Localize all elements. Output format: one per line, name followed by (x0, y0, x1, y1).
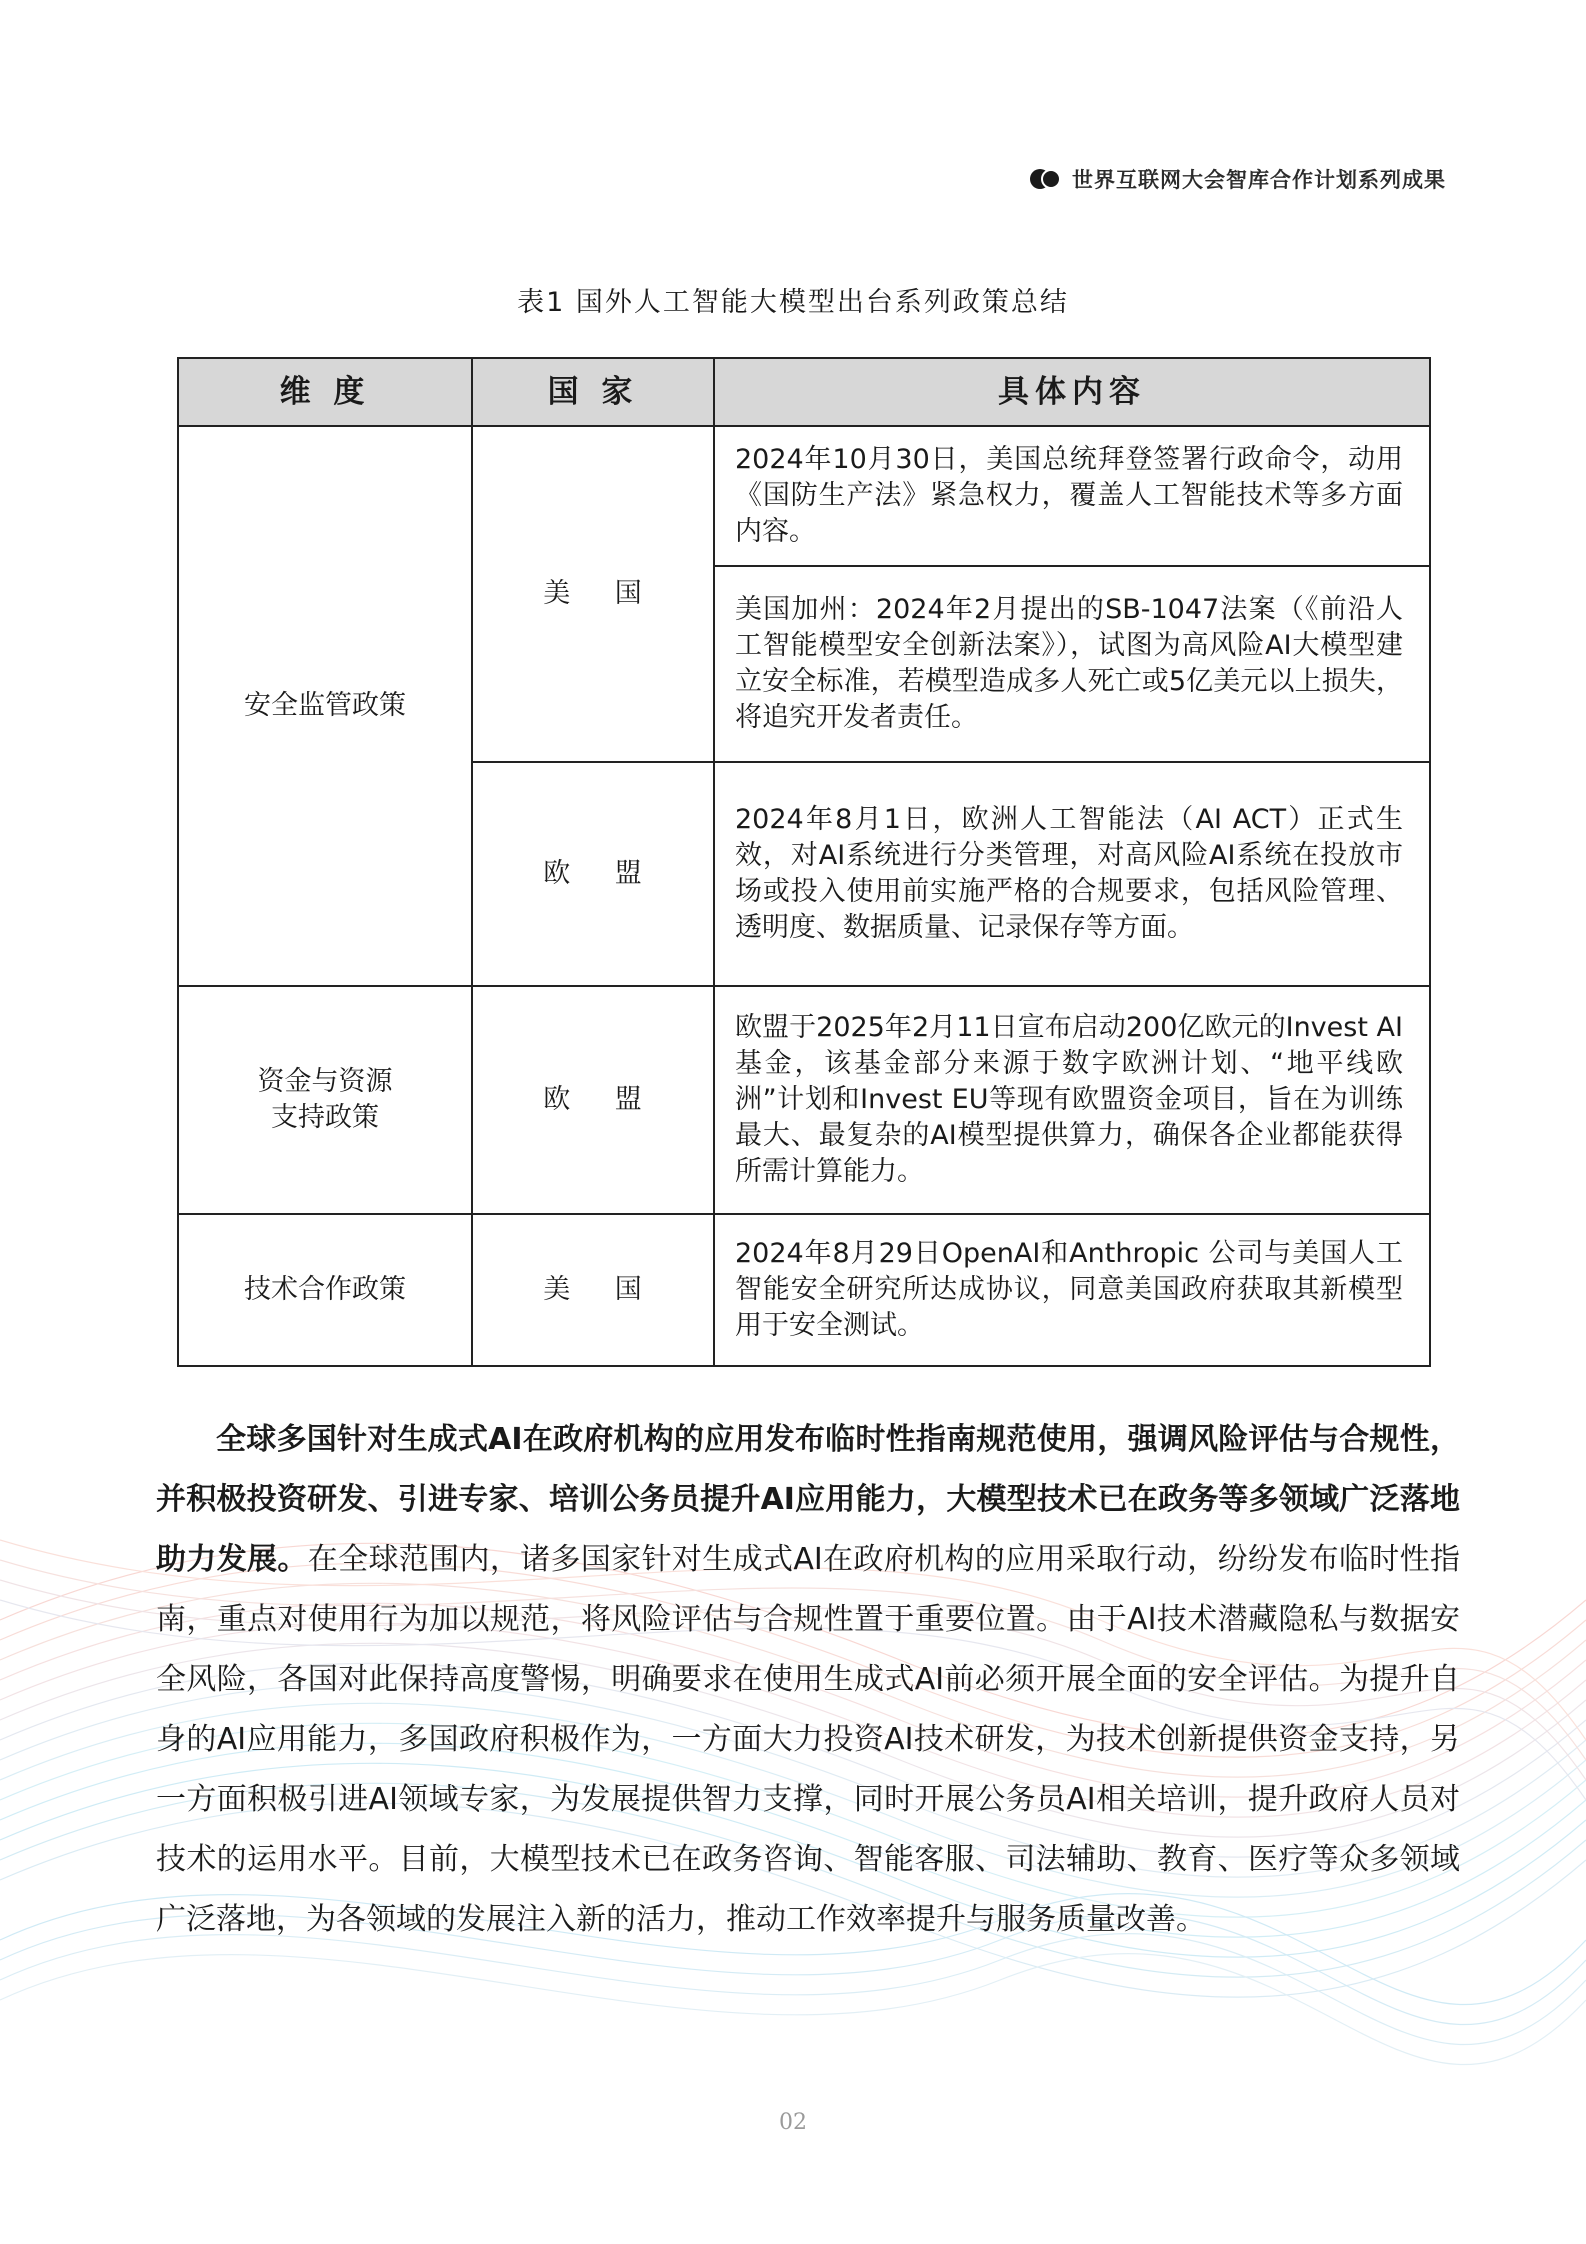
dimension-cell (178, 426, 472, 986)
country-cell: 美 国 (472, 1214, 714, 1366)
content-cell: 美国加州：2024年2月提出的SB-1047法案（《前沿人工智能模型安全创新法案》），试图为高风险AI大模型建立安全标准，若模型造成多人死亡或5亿美元以上损失，将追究开发者责任。 (714, 566, 1430, 762)
bold-lead-sentence: 全球多国针对生成式AI在政府机构的应用发布临时性指南规范使用，强调风险评估与合规性，并积极投资研发、引进专家、培训公务员提升AI应用能力，大模型技术已在政务等多领域广泛落地助力发展。 (156, 1422, 1460, 1577)
dimension-cell (178, 1214, 472, 1366)
body-text (156, 1410, 1460, 1950)
dimension-label: 安全监管政策 (244, 690, 406, 721)
country-cell: 欧 盟 (472, 762, 714, 986)
series-title: 世界互联网大会智库合作计划系列成果 (1072, 168, 1446, 192)
country-cell: 美 国 (472, 426, 714, 762)
content-cell: 2024年10月30日，美国总统拜登签署行政命令，动用《国防生产法》紧急权力，覆盖人工智能技术等多方面内容。 (714, 426, 1430, 566)
table-row (178, 986, 1430, 1214)
country-cell: 欧 盟 (472, 986, 714, 1214)
header-country: 国 家 (472, 358, 714, 426)
header-content: 具体内容 (714, 358, 1430, 426)
content-cell: 2024年8月29日OpenAI和Anthropic 公司与美国人工智能安全研究所达成协议，同意美国政府获取其新模型用于安全测试。 (714, 1214, 1430, 1366)
page-number: 02 (779, 2110, 807, 2135)
body-paragraph (156, 1410, 1460, 1950)
content-cell: 欧盟于2025年2月11日宣布启动200亿欧元的Invest AI基金，该基金部分来源于数字欧洲计划、“地平线欧洲”计划和Invest EU等现有欧盟资金项目，旨在为训练最大、最复杂的AI模型提供算力，确保各企业都能获得所需计算能力。 (714, 986, 1430, 1214)
dimension-cell (178, 986, 472, 1214)
header-dimension: 维 度 (178, 358, 472, 426)
content-cell: 2024年8月1日，欧洲人工智能法（AI ACT）正式生效，对AI系统进行分类管理，对高风险AI系统在投放市场或投入使用前实施严格的合规要求，包括风险管理、透明度、数据质量、记录保存等方面。 (714, 762, 1430, 986)
table-caption: 表1 国外人工智能大模型出台系列政策总结 (517, 287, 1069, 318)
paragraph-text: 在全球范围内，诸多国家针对生成式AI在政府机构的应用采取行动，纷纷发布临时性指南，重点对使用行为加以规范，将风险评估与合规性置于重要位置。由于AI技术潜藏隐私与数据安全风险，各国对此保持高度警惕，明确要求在使用生成式AI前必须开展全面的安全评估。为提升自身的AI应用能力，多国政府积极作为，一方面大力投资AI技术研发，为技术创新提供资金支持，另一方面积极引进AI领域专家，为发展提供智力支撑，同时开展公务员AI相关培训，提升政府人员对技术的运用水平。目前，大模型技术已在政务咨询、智能客服、司法辅助、教育、医疗等众多领域广泛落地，为各领域的发展注入新的活力，推动工作效率提升与服务质量改善。 (156, 1542, 1461, 1937)
dimension-label: 资金与资源 (257, 1066, 393, 1097)
table-header-row (178, 358, 1430, 426)
table-row (178, 426, 1430, 566)
brand-logo-icon (1030, 169, 1060, 189)
policy-summary-table (177, 357, 1431, 1367)
report-series-header (1030, 164, 1446, 194)
table-row (178, 1214, 1430, 1366)
dimension-label: 技术合作政策 (244, 1274, 406, 1305)
dimension-label: 支持政策 (271, 1102, 379, 1133)
